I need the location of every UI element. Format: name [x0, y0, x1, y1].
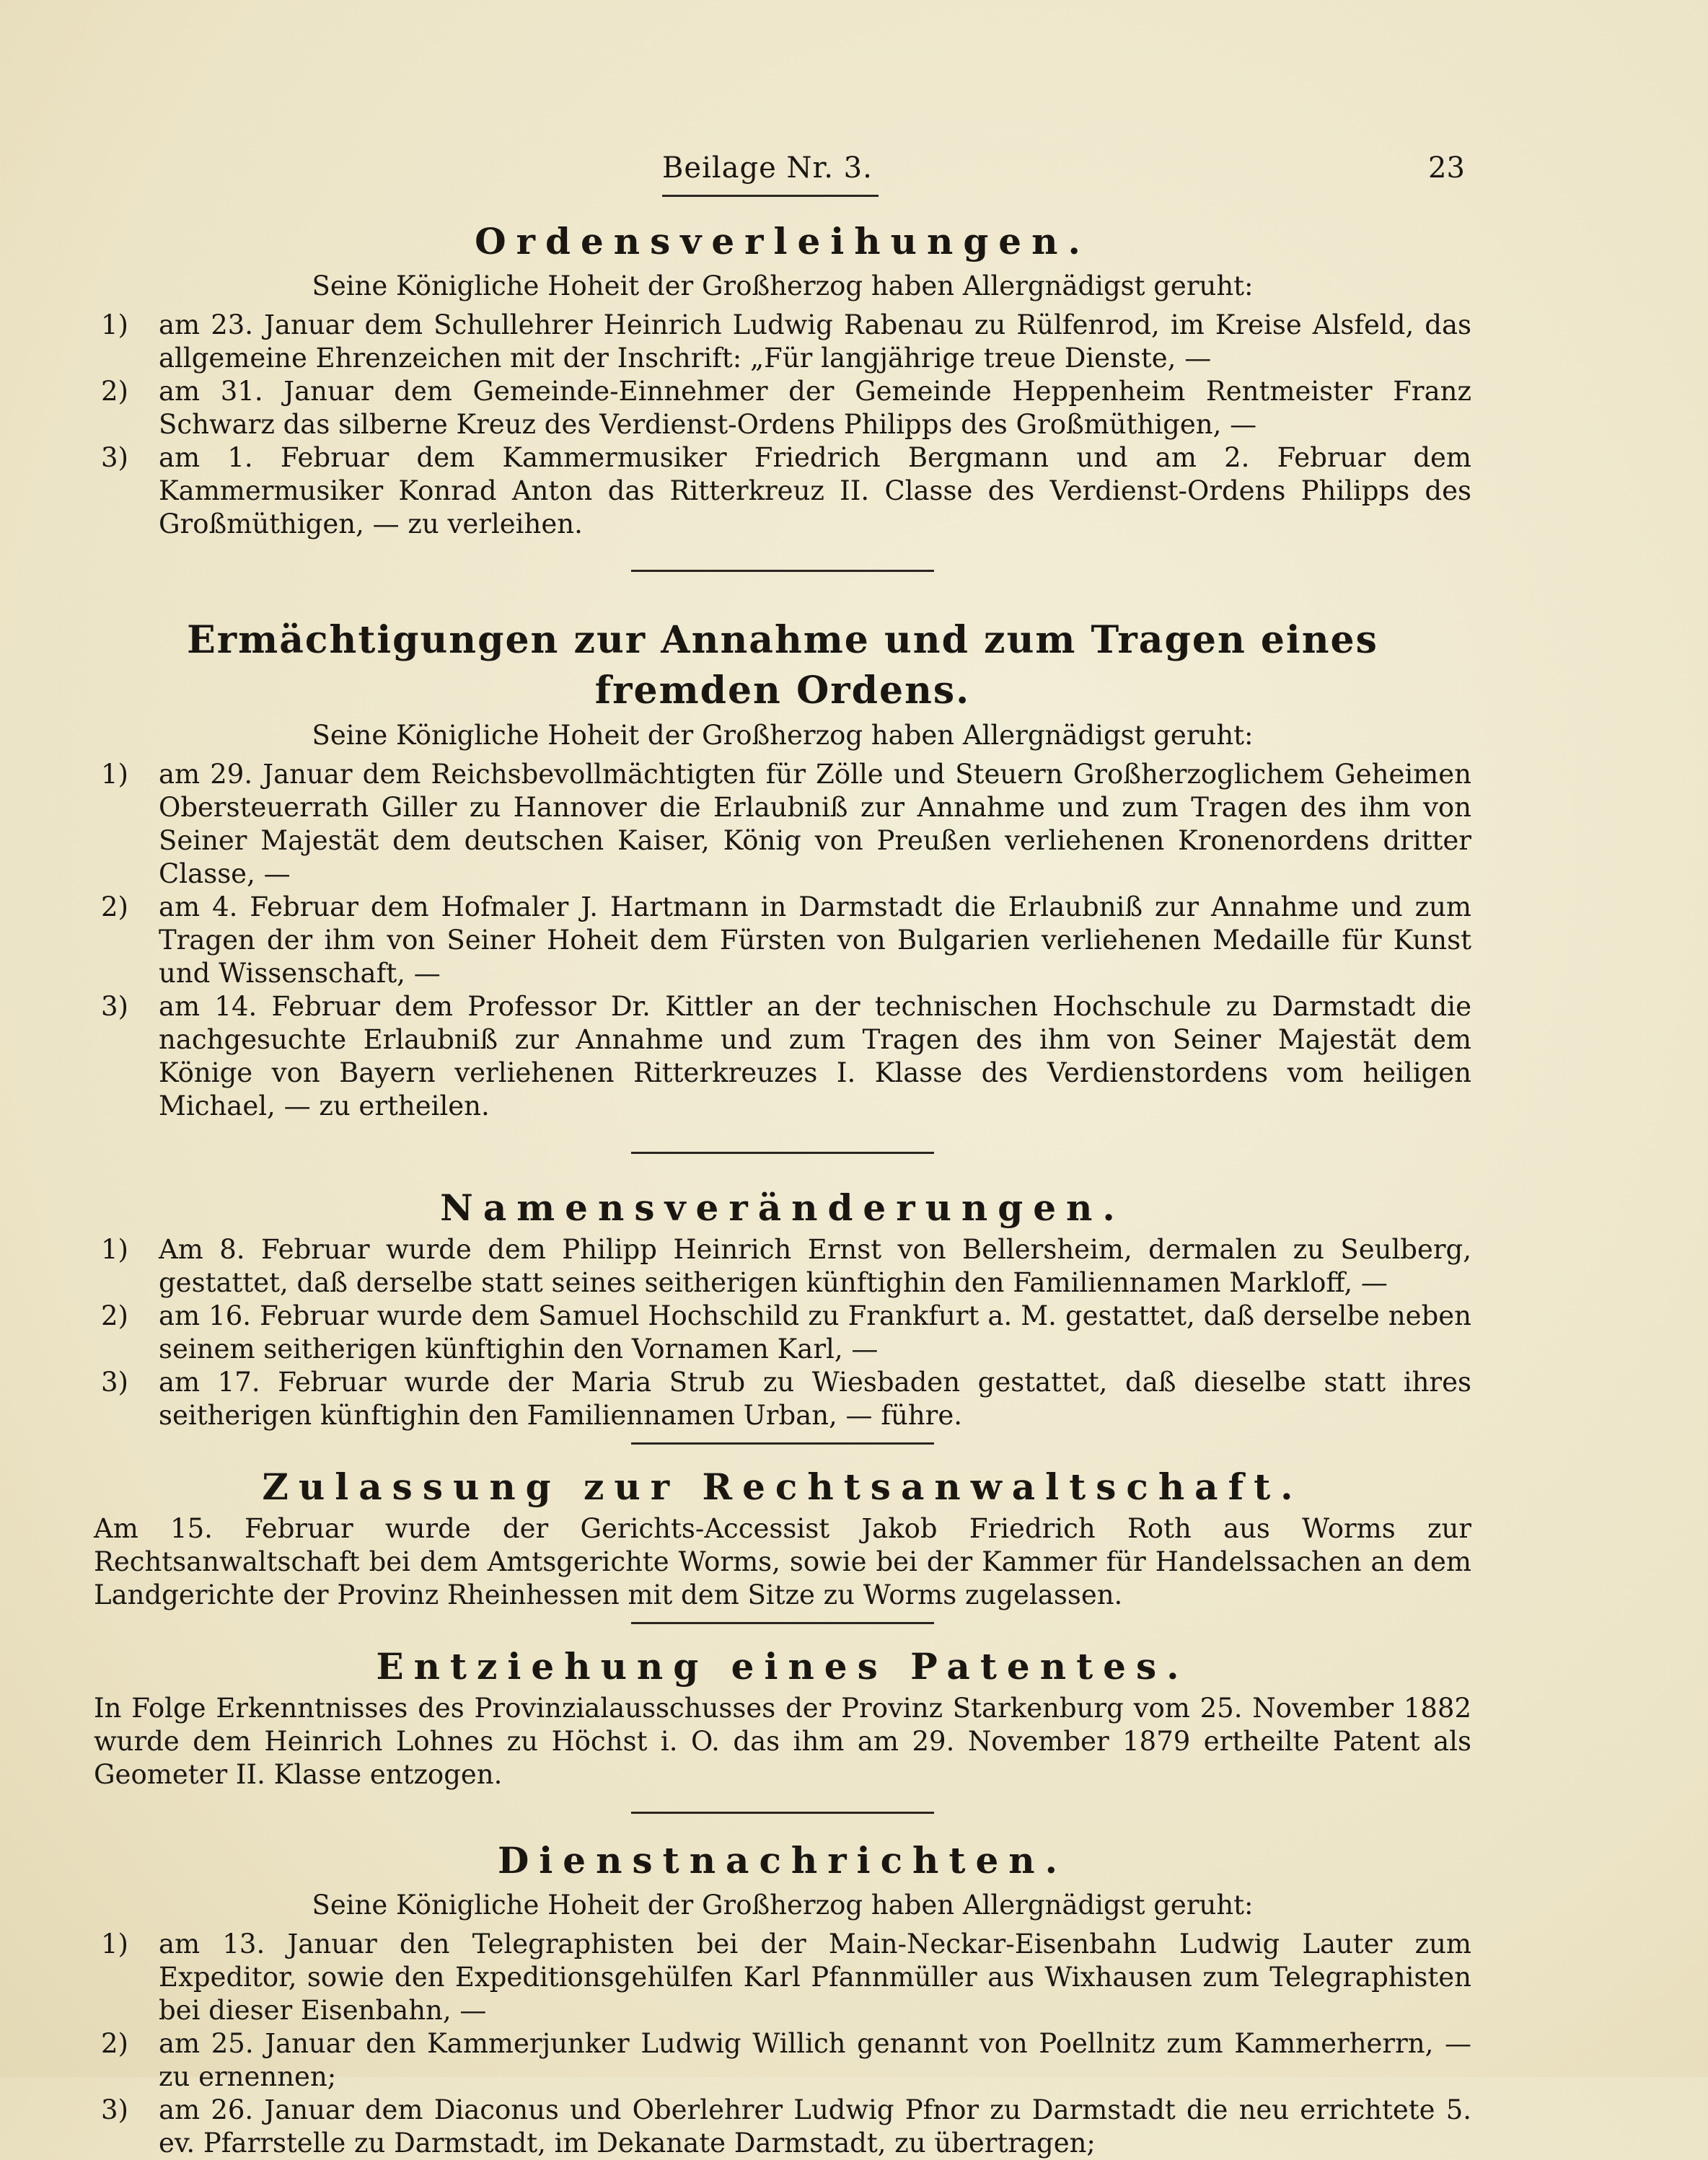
item-number: 1): [101, 309, 128, 340]
section-title: Namensveränderungen.: [440, 1186, 1125, 1229]
list-item: [94, 2027, 1471, 2094]
section-title: Dienstnachrichten.: [497, 1839, 1068, 1882]
supplement-label: Beilage Nr. 3.: [662, 151, 873, 185]
section-entziehung: [94, 1641, 1471, 1791]
section-ordensverleihungen: [94, 216, 1471, 541]
section-intro: Seine Königliche Hoheit der Großherzog haben Allergnädigst geruht:: [312, 270, 1254, 301]
section-divider: [631, 1812, 934, 1814]
item-text: am 17. Februar wurde der Maria Strub zu Wiesbaden gestattet, daß dieselbe statt ihres seitherigen künftighin den Familiennamen Urban, — führe.: [159, 1367, 1471, 1431]
section-text: In Folge Erkenntnisses des Provinzialausschusses der Provinz Starkenburg vom 25. November 1882 wurde dem Heinrich Lohnes zu Höchst i. O. das ihm am 29. November 1879 ertheilte Patent als Geometer II. Klasse entzogen.: [94, 1693, 1471, 1790]
section-namensveraenderungen: [94, 1183, 1471, 1432]
item-number: 1): [101, 1928, 128, 1960]
item-text: am 29. Januar dem Reichsbevollmächtigten für Zölle und Steuern Großherzoglichem Geheimen Obersteuerrath Giller zu Hannover die Erlaubniß zur Annahme und zum Tragen des ihm von Seiner Majestät dem deutschen Kaiser, König von Preußen verliehenen Kronenordens dritter Classe, —: [159, 759, 1471, 889]
section-divider: [631, 1152, 934, 1154]
page-header: [0, 151, 1708, 195]
section-divider: [631, 1442, 934, 1445]
section-text: Am 15. Februar wurde der Gerichts-Accessist Jakob Friedrich Roth aus Worms zur Rechtsanwaltschaft bei dem Amtsgerichte Worms, sowie bei der Kammer für Handelssachen an dem Landgerichte der Provinz Rheinhessen mit dem Sitze zu Worms zugelassen.: [94, 1513, 1471, 1610]
item-text: am 26. Januar dem Diaconus und Oberlehrer Ludwig Pfnor zu Darmstadt die neu errichtete 5. ev. Pfarrstelle zu Darmstadt, im Dekanate Darmstadt, zu übertragen;: [159, 2094, 1471, 2159]
section-zulassung: [94, 1462, 1471, 1612]
item-text: am 25. Januar den Kammerjunker Ludwig Willich genannt von Poellnitz zum Kammerherrn, — zu ernennen;: [159, 2028, 1471, 2092]
section-intro: Seine Königliche Hoheit der Großherzog haben Allergnädigst geruht:: [312, 720, 1254, 751]
list-item: [94, 990, 1471, 1123]
item-text: am 23. Januar dem Schullehrer Heinrich Ludwig Rabenau zu Rülfenrod, im Kreise Alsfeld, das allgemeine Ehrenzeichen mit der Inschrift: „Für langjährige treue Dienste, —: [159, 309, 1471, 374]
item-text: am 1. Februar dem Kammermusiker Friedrich Bergmann und am 2. Februar dem Kammermusiker Konrad Anton das Ritterkreuz II. Classe des Verdienst-Ordens Philipps des Großmüthigen, — zu verleihen.: [159, 442, 1471, 539]
item-number: 2): [101, 376, 128, 407]
item-number: 3): [101, 442, 128, 473]
page-number: 23: [1428, 151, 1465, 185]
item-text: am 4. Februar dem Hofmaler J. Hartmann in Darmstadt die Erlaubniß zur Annahme und zum Tragen der ihm von Seiner Hoheit dem Fürsten von Bulgarien verliehenen Medaille für Kunst und Wissenschaft, —: [159, 891, 1471, 989]
section-title: Ordensverleihungen.: [475, 220, 1091, 263]
list-item: [94, 891, 1471, 990]
list-item: [94, 441, 1471, 541]
item-number: 2): [101, 1300, 128, 1331]
list-item: [94, 1928, 1471, 2027]
list-item: [94, 1300, 1471, 1366]
section-divider: [631, 570, 934, 572]
item-text: am 31. Januar dem Gemeinde-Einnehmer der Gemeinde Heppenheim Rentmeister Franz Schwarz das silberne Kreuz des Verdienst-Ordens Philipps des Großmüthigen, —: [159, 376, 1471, 440]
item-text: am 13. Januar den Telegraphisten bei der Main-Neckar-Eisenbahn Ludwig Lauter zum Expeditor, sowie den Expeditionsgehülfen Karl Pfannmüller aus Wixhausen zum Telegraphisten bei dieser Eisenbahn, —: [159, 1928, 1471, 2026]
item-text: am 14. Februar dem Professor Dr. Kittler an der technischen Hochschule zu Darmstadt die nachgesuchte Erlaubniß zur Annahme und zum Tragen des ihm von Seiner Majestät dem Könige von Bayern verliehenen Ritterkreuzes I. Klasse des Verdienstordens vom heiligen Michael, — zu ertheilen.: [159, 991, 1471, 1121]
section-divider: [631, 1622, 934, 1624]
section-dienstnachrichten: [94, 1835, 1471, 2160]
item-number: 3): [101, 1367, 128, 1398]
list-item: [94, 1366, 1471, 1432]
page-content: [94, 216, 1471, 2160]
item-number: 2): [101, 891, 128, 922]
item-number: 1): [101, 1234, 128, 1265]
section-ermaechtigungen: [94, 615, 1471, 1123]
item-number: 2): [101, 2028, 128, 2059]
section-title: Entziehung eines Patentes.: [376, 1645, 1189, 1688]
list-item: [94, 2094, 1471, 2160]
header-underline: [662, 195, 879, 197]
list-item: [94, 1233, 1471, 1300]
list-item: [94, 758, 1471, 891]
item-number: 3): [101, 2094, 128, 2125]
section-title: Zulassung zur Rechtsanwaltschaft.: [262, 1465, 1303, 1508]
section-intro: Seine Königliche Hoheit der Großherzog haben Allergnädigst geruht:: [312, 1890, 1254, 1921]
item-number: 3): [101, 991, 128, 1022]
section-title: Ermächtigungen zur Annahme und zum Tragen eines fremden Ordens.: [187, 618, 1378, 713]
item-number: 1): [101, 759, 128, 790]
list-item: [94, 309, 1471, 375]
item-text: am 16. Februar wurde dem Samuel Hochschild zu Frankfurt a. M. gestattet, daß derselbe neben seinem seitherigen künftighin den Vornamen Karl, —: [159, 1300, 1471, 1365]
list-item: [94, 375, 1471, 441]
item-text: Am 8. Februar wurde dem Philipp Heinrich Ernst von Bellersheim, dermalen zu Seulberg, gestattet, daß derselbe statt seines seitherigen künftighin den Familiennamen Markloff, —: [159, 1234, 1471, 1298]
